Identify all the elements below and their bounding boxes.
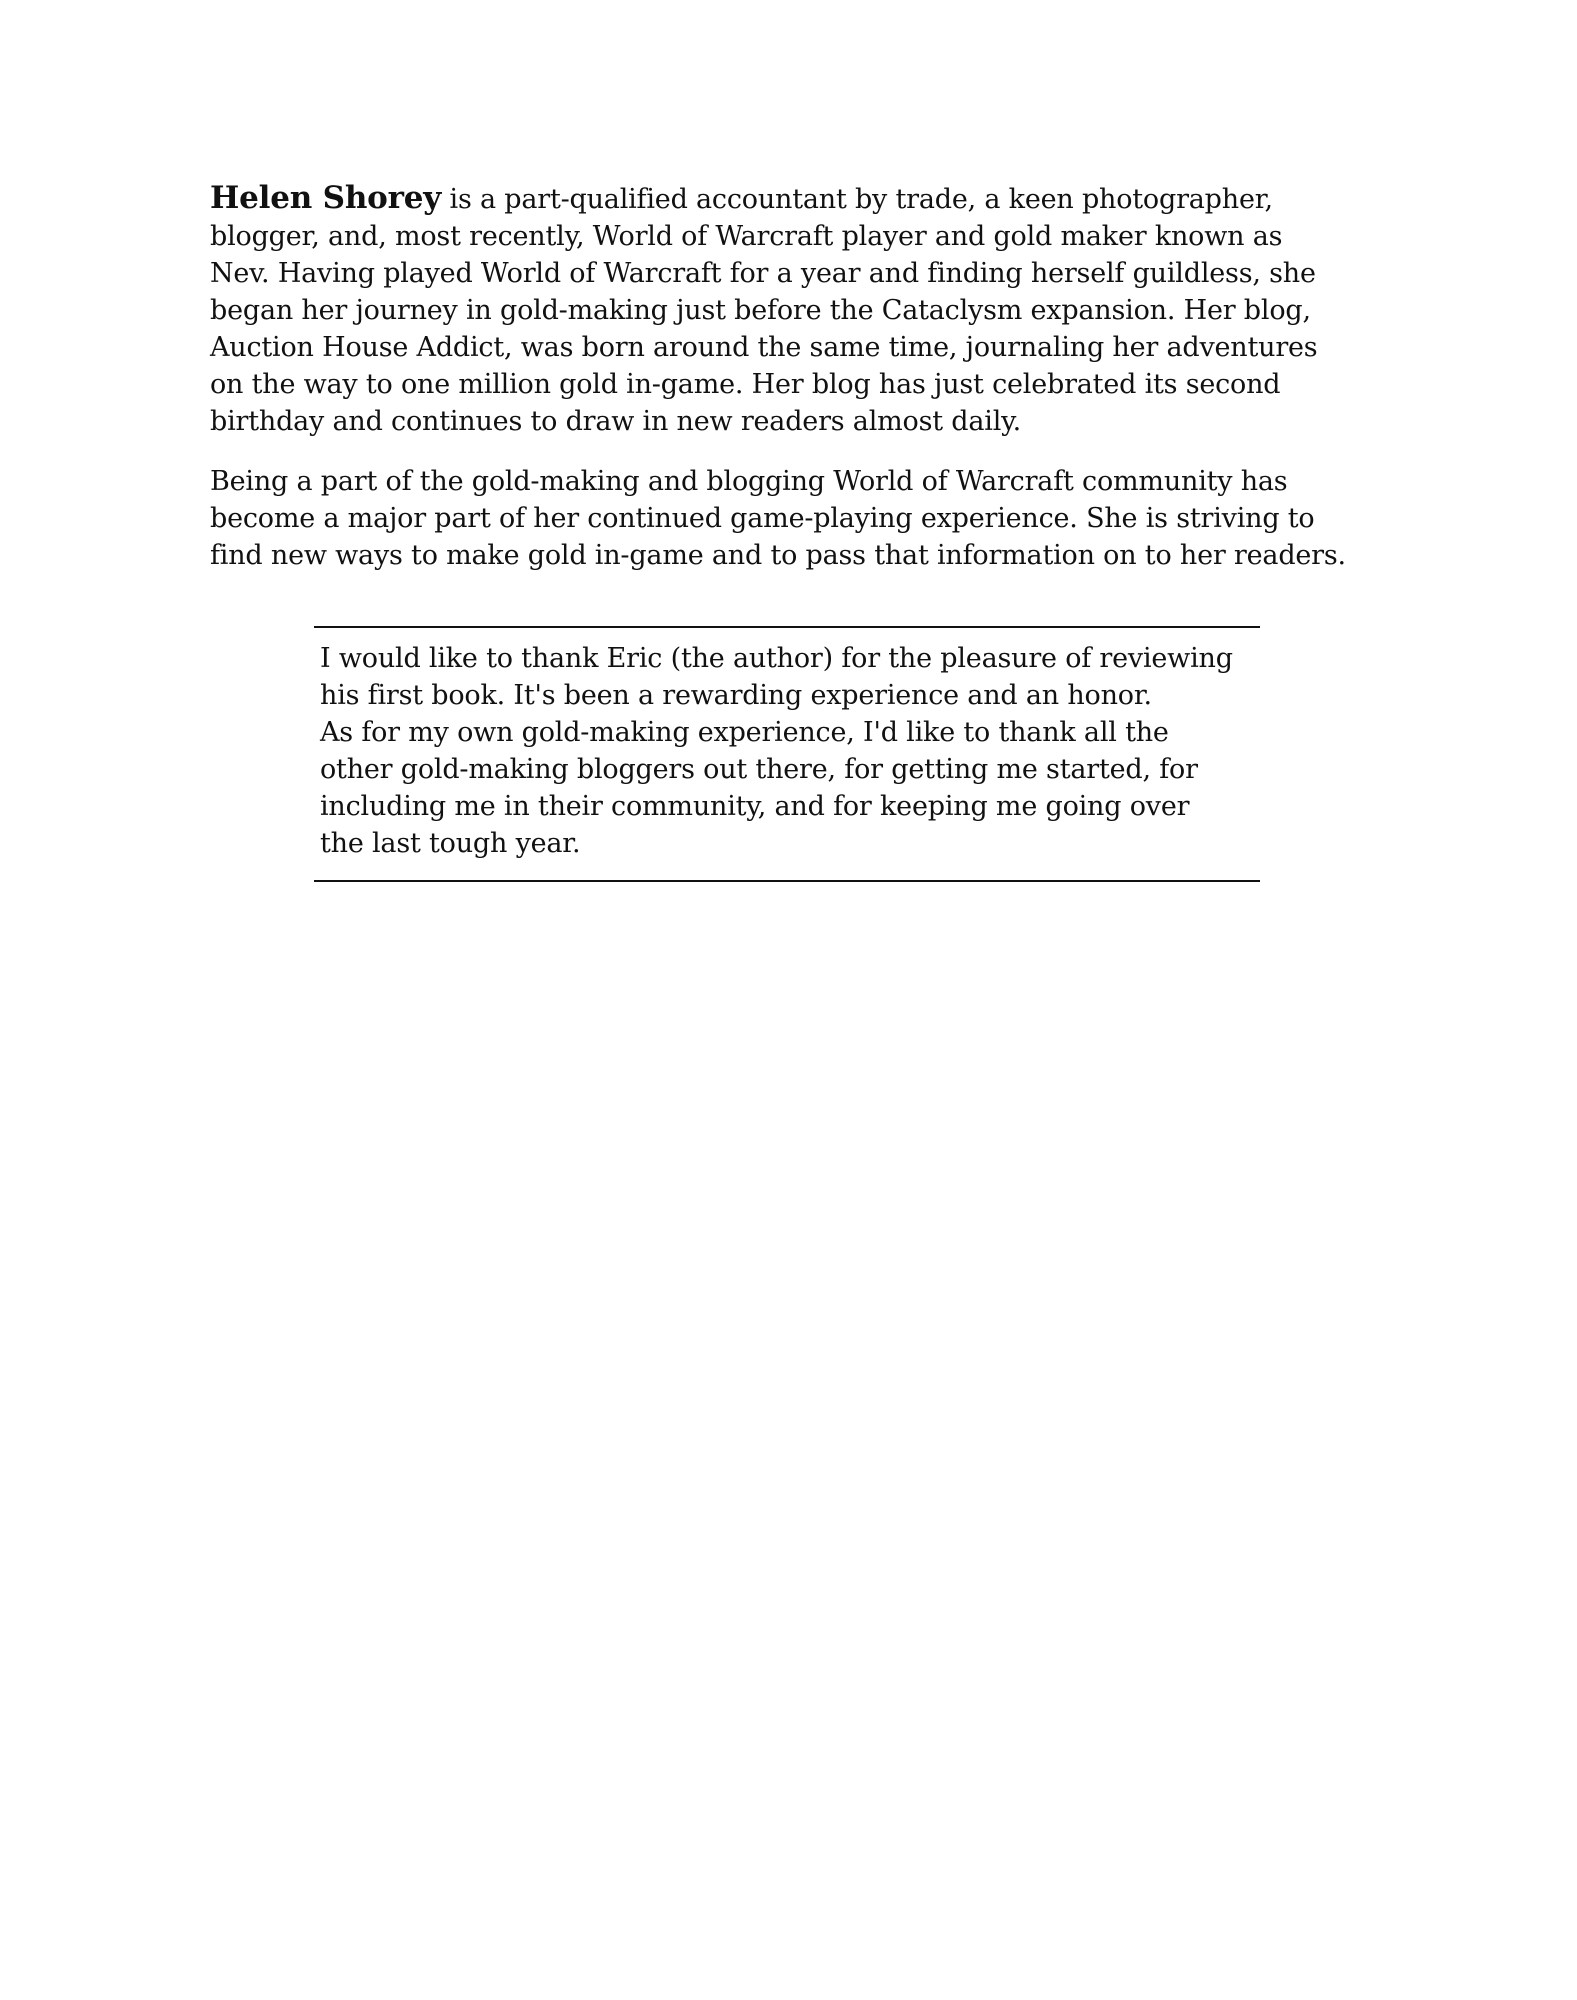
bio-line: become a major part of her continued game-playing experience. She is striving to	[210, 503, 1315, 534]
bio-line: find new ways to make gold in-game and to pass that information on to her readers.	[210, 540, 1346, 571]
bio-line: began her journey in gold-making just before the Cataclysm expansion. Her blog,	[210, 295, 1311, 326]
acknowledgment-box	[314, 626, 1260, 882]
bio-paragraph-2	[210, 463, 1360, 574]
bio-line: blogger, and, most recently, World of Warcraft player and gold maker known as	[210, 221, 1283, 252]
author-name: Helen Shorey	[210, 180, 442, 216]
bio-line: Nev. Having played World of Warcraft for a year and finding herself guildless, she	[210, 258, 1316, 289]
author-bio	[210, 180, 1360, 574]
bio-line	[210, 180, 1360, 218]
acknowledgment-line: his first book. It's been a rewarding experience and an honor.	[320, 680, 1152, 711]
acknowledgment-line: other gold-making bloggers out there, for getting me started, for	[320, 754, 1198, 785]
acknowledgment-line: including me in their community, and for keeping me going over	[320, 791, 1190, 822]
bio-line: Being a part of the gold-making and blogging World of Warcraft community has	[210, 466, 1288, 497]
acknowledgment-line: the last tough year.	[320, 828, 581, 859]
bio-line: Auction House Addict, was born around the same time, journaling her adventures	[210, 332, 1318, 363]
acknowledgment-line: As for my own gold-making experience, I'd like to thank all the	[320, 717, 1169, 748]
acknowledgment-line: I would like to thank Eric (the author) for the pleasure of reviewing	[320, 643, 1233, 674]
bio-line: birthday and continues to draw in new readers almost daily.	[210, 406, 1021, 437]
acknowledgment-text	[320, 640, 1260, 862]
bio-text: is a part-qualified accountant by trade, a keen photographer,	[441, 184, 1273, 215]
bio-paragraph-1	[210, 180, 1360, 440]
bio-line: on the way to one million gold in-game. Her blog has just celebrated its second	[210, 369, 1281, 400]
